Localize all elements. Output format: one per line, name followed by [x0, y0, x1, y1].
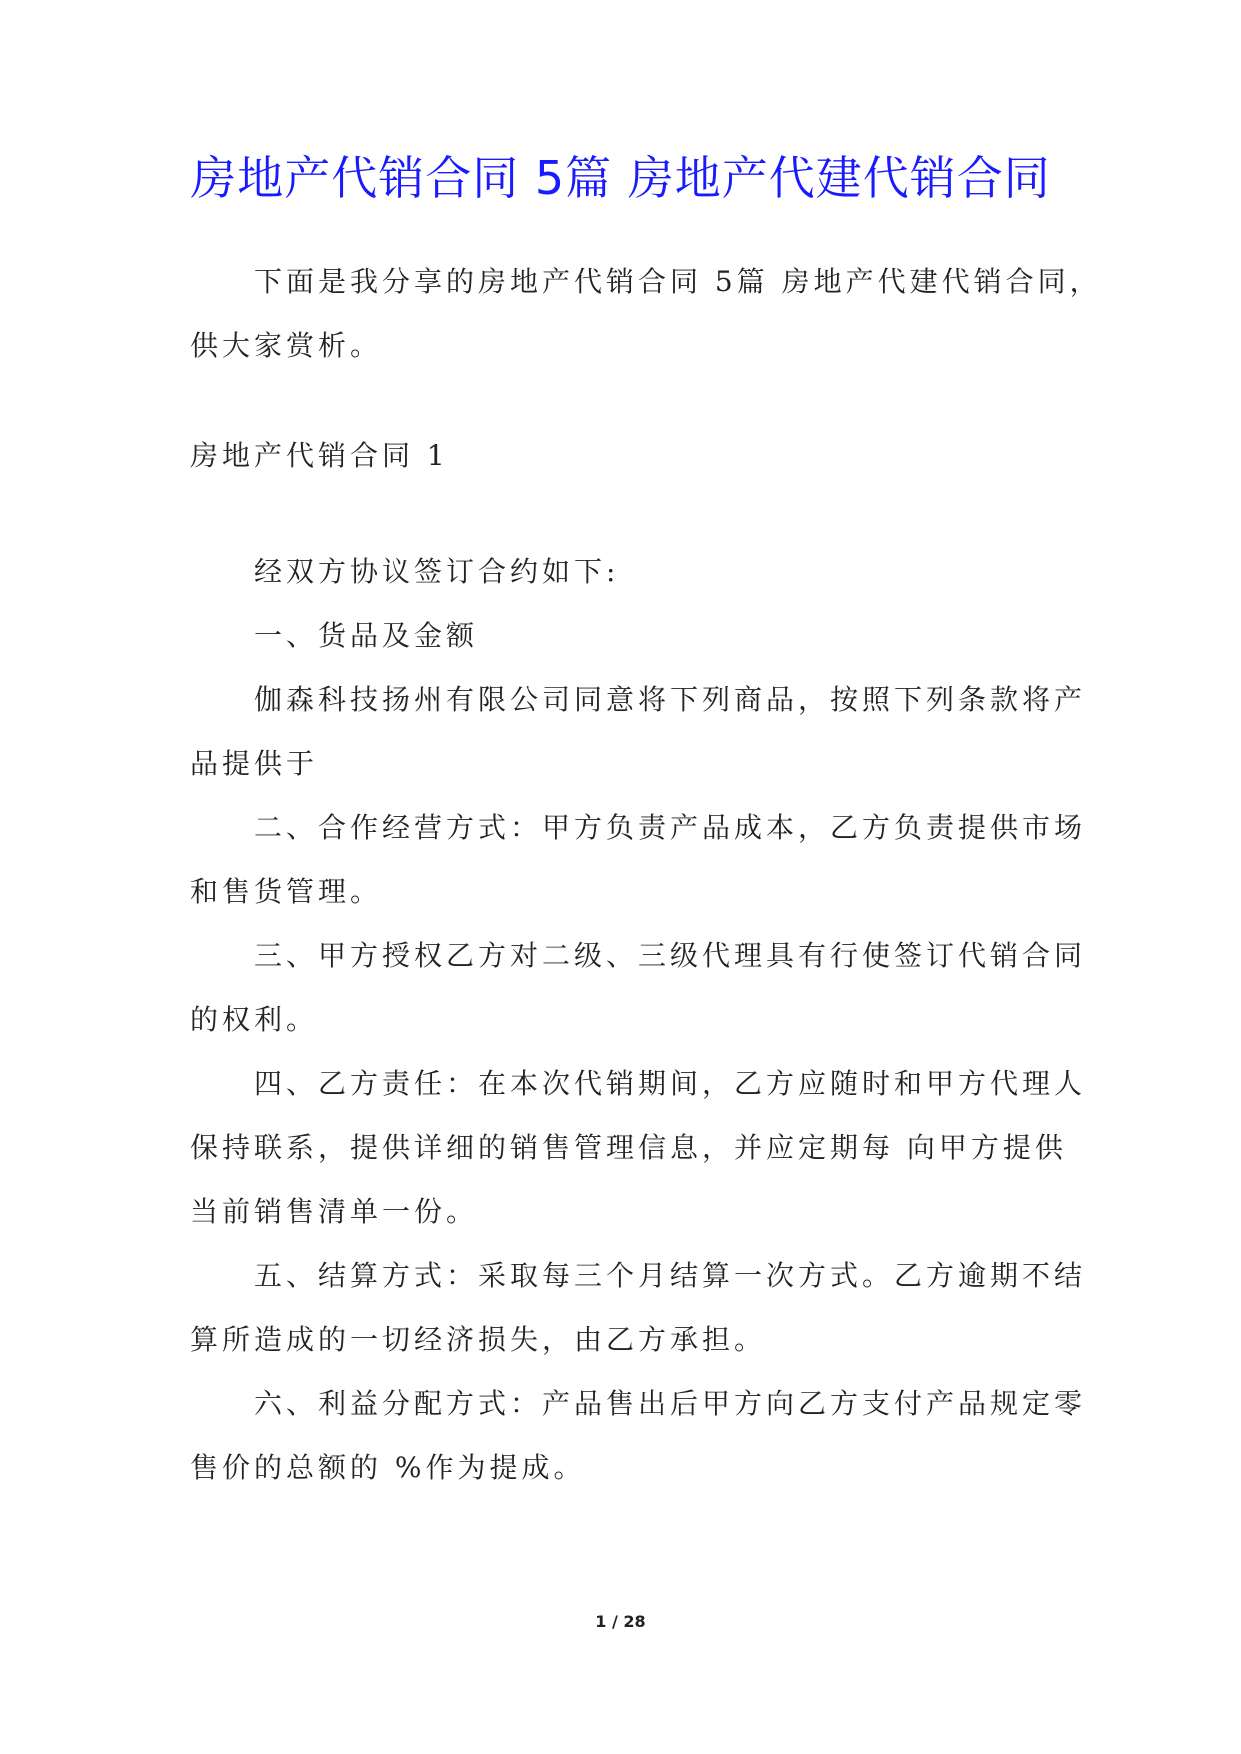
- paragraph-line: 一、货品及金额: [254, 619, 479, 652]
- paragraph-line: 的权利。: [190, 1003, 319, 1036]
- paragraph-line: 三、甲方授权乙方对二级、三级代理具有行使签订代销合同: [254, 939, 1087, 972]
- section-heading-text: 房地产代销合同 1: [190, 439, 449, 472]
- page-number: 1 / 28: [595, 1612, 646, 1631]
- paragraph-line: 伽森科技扬州有限公司同意将下列商品，按照下列条款将产: [254, 683, 1087, 716]
- paragraph-line: 售价的总额的 %作为提成。: [190, 1451, 586, 1484]
- paragraph-line: 和售货管理。: [190, 875, 383, 908]
- paragraph-line: 算所造成的一切经济损失，由乙方承担。: [190, 1323, 767, 1356]
- paragraph-line: 品提供于: [190, 747, 319, 780]
- paragraph-line: 经双方协议签订合约如下:: [254, 555, 620, 588]
- paragraph-line: 五、结算方式：采取每三个月结算一次方式。乙方逾期不结: [254, 1259, 1087, 1292]
- intro-line-2: 供大家赏析。: [190, 329, 383, 362]
- section-heading: [190, 424, 1050, 488]
- paragraph-line: 六、利益分配方式：产品售出后甲方向乙方支付产品规定零: [254, 1387, 1087, 1420]
- paragraph-line: 二、合作经营方式：甲方负责产品成本，乙方负责提供市场: [254, 811, 1087, 844]
- contract-body: [190, 540, 1087, 1500]
- paragraph-line: 当前销售清单一份。: [190, 1195, 479, 1228]
- paragraph-line: 四、乙方责任：在本次代销期间，乙方应随时和甲方代理人: [254, 1067, 1087, 1100]
- document-title: 房地产代销合同 5篇 房地产代建代销合同: [190, 151, 1051, 205]
- intro-paragraph: [190, 250, 1102, 378]
- paragraph-line: 保持联系，提供详细的销售管理信息，并应定期每 向甲方提供: [190, 1131, 1067, 1164]
- intro-line-1: 下面是我分享的房地产代销合同 5篇 房地产代建代销合同，: [254, 265, 1102, 298]
